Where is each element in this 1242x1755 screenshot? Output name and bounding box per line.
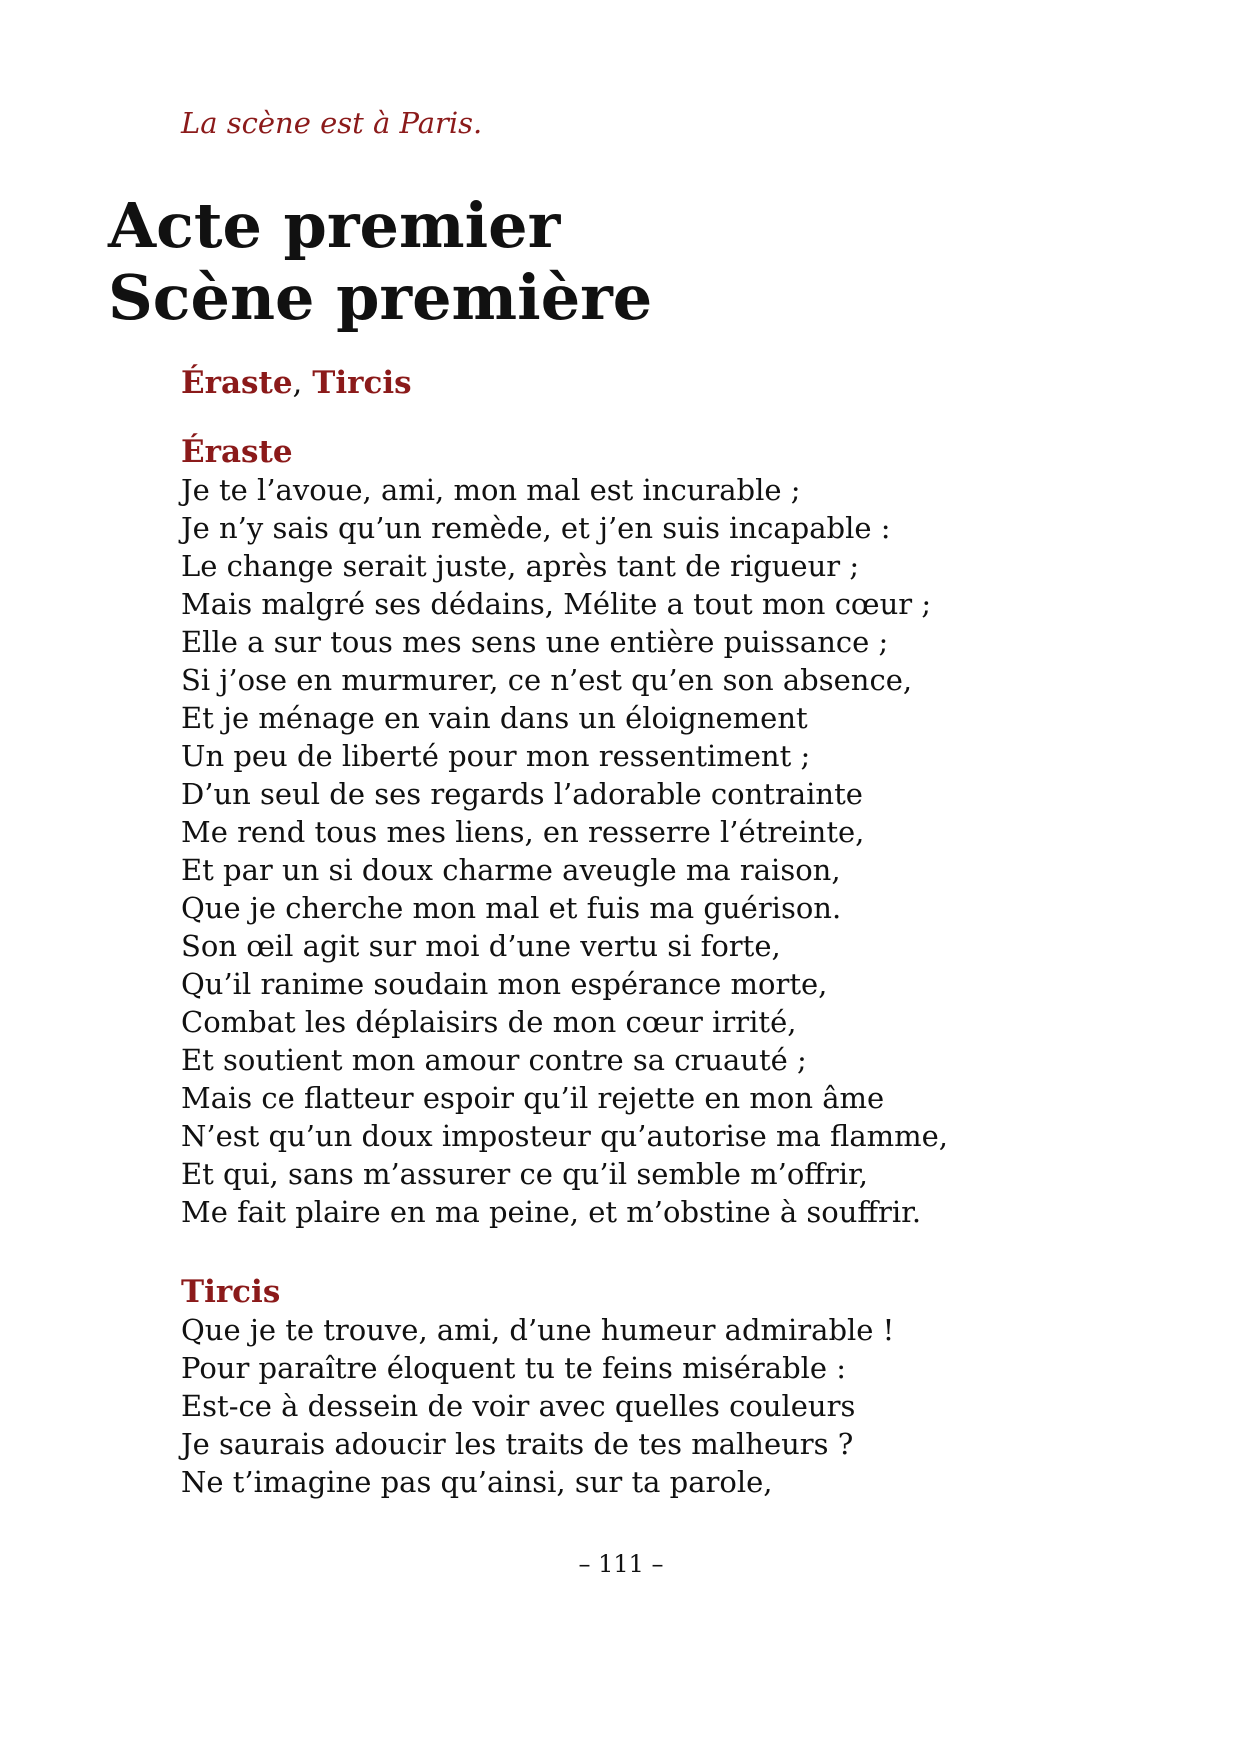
verse-line: Combat les déplaisirs de mon cœur irrité, (181, 1005, 797, 1039)
scene-setting: La scène est à Paris. (181, 106, 483, 140)
verse-line: Je n’y sais qu’un remède, et j’en suis incapable : (181, 511, 891, 545)
verse-line: Un peu de liberté pour mon ressentiment ; (181, 739, 811, 773)
verse-line: Son œil agit sur moi d’une vertu si forte, (181, 929, 781, 963)
speech-eraste (181, 433, 948, 1231)
speaker-name: Éraste (181, 434, 293, 470)
verse-line: Mais ce flatteur espoir qu’il rejette en mon âme (181, 1081, 885, 1115)
verse-line: Qu’il ranime soudain mon espérance morte, (181, 967, 828, 1001)
verse-line: Je saurais adoucir les traits de tes malheurs ? (181, 1427, 854, 1461)
scene-characters (181, 365, 412, 401)
act-title: Acte premier (108, 189, 561, 262)
scene-title: Scène première (108, 261, 653, 334)
speech-tircis (181, 1273, 894, 1501)
verse-line: Le change serait juste, après tant de rigueur ; (181, 549, 860, 583)
speaker-name: Tircis (181, 1274, 281, 1310)
verse-line: Je te l’avoue, ami, mon mal est incurable ; (181, 473, 801, 507)
verse-line: Et soutient mon amour contre sa cruauté ; (181, 1043, 807, 1077)
verse-line: D’un seul de ses regards l’adorable contrainte (181, 777, 863, 811)
verse-line: Me rend tous mes liens, en resserre l’étreinte, (181, 815, 865, 849)
verse-list (181, 1311, 894, 1501)
character-tircis: Tircis (312, 365, 412, 401)
character-eraste: Éraste (181, 365, 293, 401)
verse-line: Elle a sur tous mes sens une entière puissance ; (181, 625, 889, 659)
verse-list (181, 471, 948, 1231)
verse-line: Mais malgré ses dédains, Mélite a tout mon cœur ; (181, 587, 932, 621)
verse-line: Et par un si doux charme aveugle ma raison, (181, 853, 841, 887)
verse-line: Et je ménage en vain dans un éloignement (181, 701, 808, 735)
verse-line: Pour paraître éloquent tu te feins misérable : (181, 1351, 847, 1385)
verse-line: Que je cherche mon mal et fuis ma guérison. (181, 891, 842, 925)
verse-line: Me fait plaire en ma peine, et m’obstine à souffrir. (181, 1195, 922, 1229)
verse-line: Est-ce à dessein de voir avec quelles couleurs (181, 1389, 856, 1423)
verse-line: Et qui, sans m’assurer ce qu’il semble m’offrir, (181, 1157, 868, 1191)
verse-line: Si j’ose en murmurer, ce n’est qu’en son absence, (181, 663, 913, 697)
page-number: – 111 – (578, 1550, 664, 1578)
verse-line: N’est qu’un doux imposteur qu’autorise ma flamme, (181, 1119, 949, 1153)
verse-line: Ne t’imagine pas qu’ainsi, sur ta parole, (181, 1465, 773, 1499)
verse-line: Que je te trouve, ami, d’une humeur admirable ! (181, 1313, 895, 1347)
act-scene-heading (108, 190, 652, 334)
character-separator: , (292, 365, 313, 401)
